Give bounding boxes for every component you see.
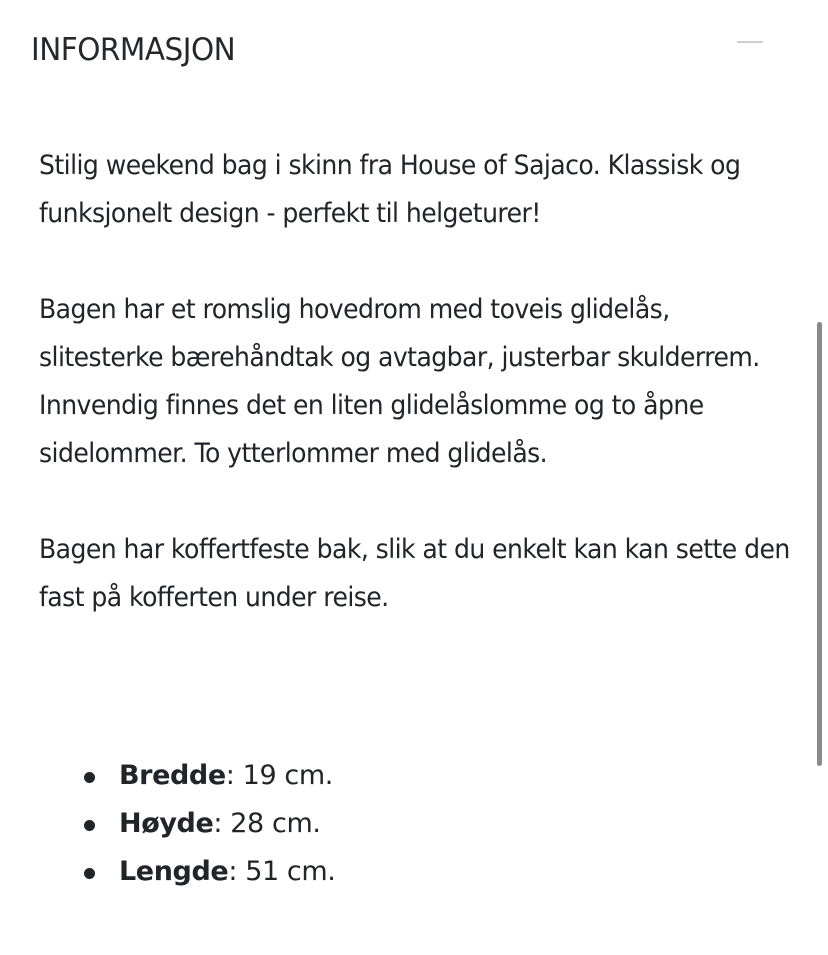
list-item-width [39, 752, 335, 800]
spec-label: Lengde [119, 856, 229, 887]
minus-icon [737, 41, 763, 43]
bullet-icon [84, 772, 95, 783]
product-description [39, 142, 799, 670]
bullet-icon [84, 820, 95, 831]
spec-value: : 19 cm. [225, 760, 333, 791]
list-item-height [39, 800, 335, 848]
bullet-icon [84, 868, 95, 879]
spec-value: : 51 cm. [228, 856, 336, 887]
spec-label: Høyde [119, 808, 214, 839]
dimensions-list [39, 752, 335, 896]
description-paragraph: Bagen har koffertfeste bak, slik at du enkelt kan kan sette den fast på kofferten under reise. [39, 534, 790, 613]
collapse-button[interactable] [728, 30, 772, 56]
description-paragraph: Stilig weekend bag i skinn fra House of Sajaco. Klassisk og funksjonelt design - perfekt til helgeturer! [39, 150, 741, 229]
section-title: INFORMASJON [31, 32, 236, 68]
list-item-length [39, 848, 335, 896]
spec-label: Bredde [119, 760, 226, 791]
scrollbar-thumb[interactable] [817, 322, 822, 766]
accordion-header[interactable] [0, 0, 828, 100]
spec-value: : 28 cm. [213, 808, 321, 839]
description-paragraph: Bagen har et romslig hovedrom med toveis glidelås, slitesterke bærehåndtak og avtagbar, justerbar skulderrem. Innvendig finnes det en liten glidelåslomme og to åpne sidelommer. To ytterlommer med glidelås. [39, 294, 760, 469]
